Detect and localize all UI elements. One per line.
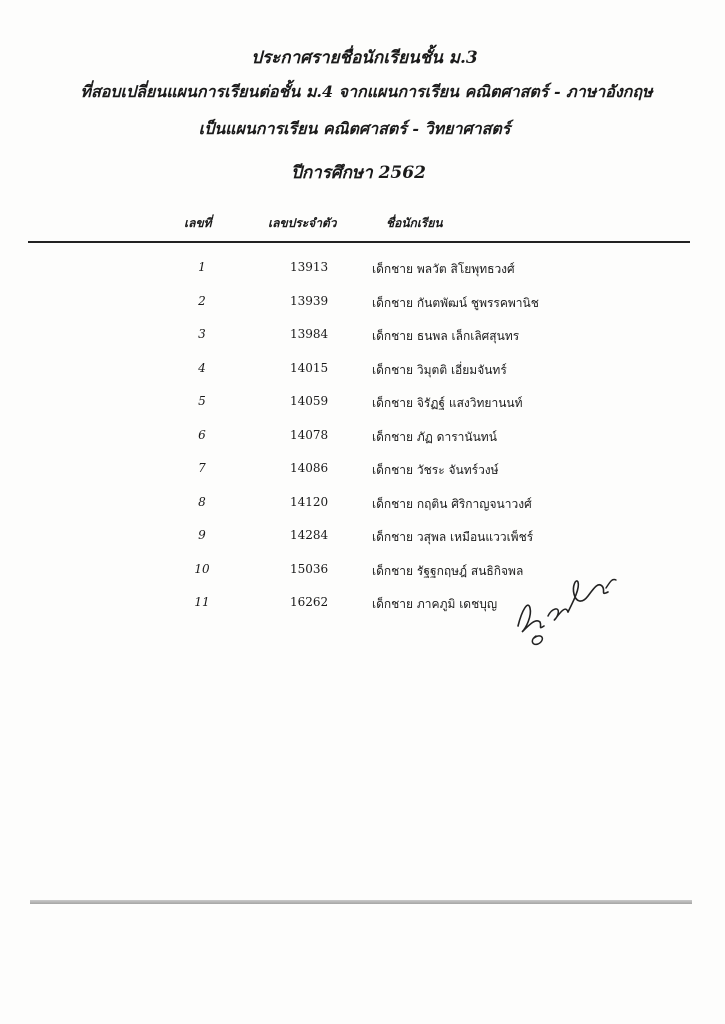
student-name: เด็กชาย กฤติน ศิริกาญจนาวงศ์ [372, 496, 532, 511]
student-id: 14015 [290, 360, 329, 375]
student-name: เด็กชาย วัชระ จันทร์วงษ์ [372, 463, 499, 477]
row-number: 4 [198, 360, 206, 375]
row-number: 3 [198, 327, 206, 341]
row-number: 1 [198, 260, 206, 274]
table-row [0, 361, 725, 395]
table-row [0, 294, 725, 328]
announcement-subtitle: ที่สอบเปลี่ยนแผนการเรียนต่อชั้น ม.4 จากแผนการเรียน คณิตศาสตร์ - ภาษาอังกฤษ [80, 82, 653, 101]
table-row [0, 260, 725, 294]
row-number: 5 [198, 394, 206, 408]
student-name: เด็กชาย ธนพล เล็กเลิศสุนทร [372, 329, 520, 343]
student-name: เด็กชาย วิมุตติ เอี่ยมจันทร์ [372, 362, 507, 377]
student-name: เด็กชาย รัฐฐกฤษฎ์ สนธิกิจพล [372, 563, 524, 578]
student-name: เด็กชาย กันตพัฒน์ ชูพรรคพานิช [372, 295, 539, 310]
row-number: 6 [198, 427, 206, 442]
table-row [0, 495, 725, 529]
student-id: 13984 [290, 327, 329, 341]
header-divider [28, 241, 690, 243]
student-id: 14086 [290, 461, 329, 475]
table-row [0, 327, 725, 361]
row-number: 10 [194, 561, 210, 576]
student-id: 15036 [290, 561, 329, 576]
handwritten-signature [508, 548, 620, 648]
academic-year: ปีการศึกษา 2562 [291, 163, 426, 183]
row-number: 7 [198, 461, 206, 475]
table-row [0, 394, 725, 428]
row-number: 9 [198, 528, 206, 542]
column-header-number: เลขที่ [184, 216, 212, 230]
announcement-title: ประกาศรายชื่อนักเรียนชั้น ม.3 [251, 48, 478, 68]
column-header-student-id: เลขประจำตัว [268, 216, 337, 230]
student-id: 16262 [290, 595, 329, 609]
row-number: 2 [198, 293, 206, 308]
column-header-student-name: ชื่อนักเรียน [386, 216, 443, 230]
student-name: เด็กชาย ภาคภูมิ เดชบุญ [372, 597, 498, 611]
row-number: 8 [198, 494, 206, 509]
student-name: เด็กชาย พลวัต สิโยพุทธวงศ์ [372, 262, 515, 276]
student-name: เด็กชาย ภัฏ ดารานันทน์ [372, 429, 497, 444]
student-id: 13913 [290, 260, 329, 274]
student-id: 13939 [290, 293, 329, 308]
footer-divider [30, 900, 692, 904]
student-id: 14078 [290, 427, 329, 442]
table-row [0, 428, 725, 462]
student-name: เด็กชาย จิรัฏฐ์ แสงวิทยานนท์ [372, 396, 523, 410]
row-number: 11 [194, 595, 210, 609]
student-id: 14284 [290, 528, 329, 542]
student-id: 14120 [290, 494, 329, 509]
student-id: 14059 [290, 394, 329, 408]
table-row [0, 461, 725, 495]
announcement-program: เป็นแผนการเรียน คณิตศาสตร์ - วิทยาศาสตร์ [198, 119, 511, 138]
student-name: เด็กชาย วสุพล เหมือนแววเพ็ชร์ [372, 530, 534, 544]
